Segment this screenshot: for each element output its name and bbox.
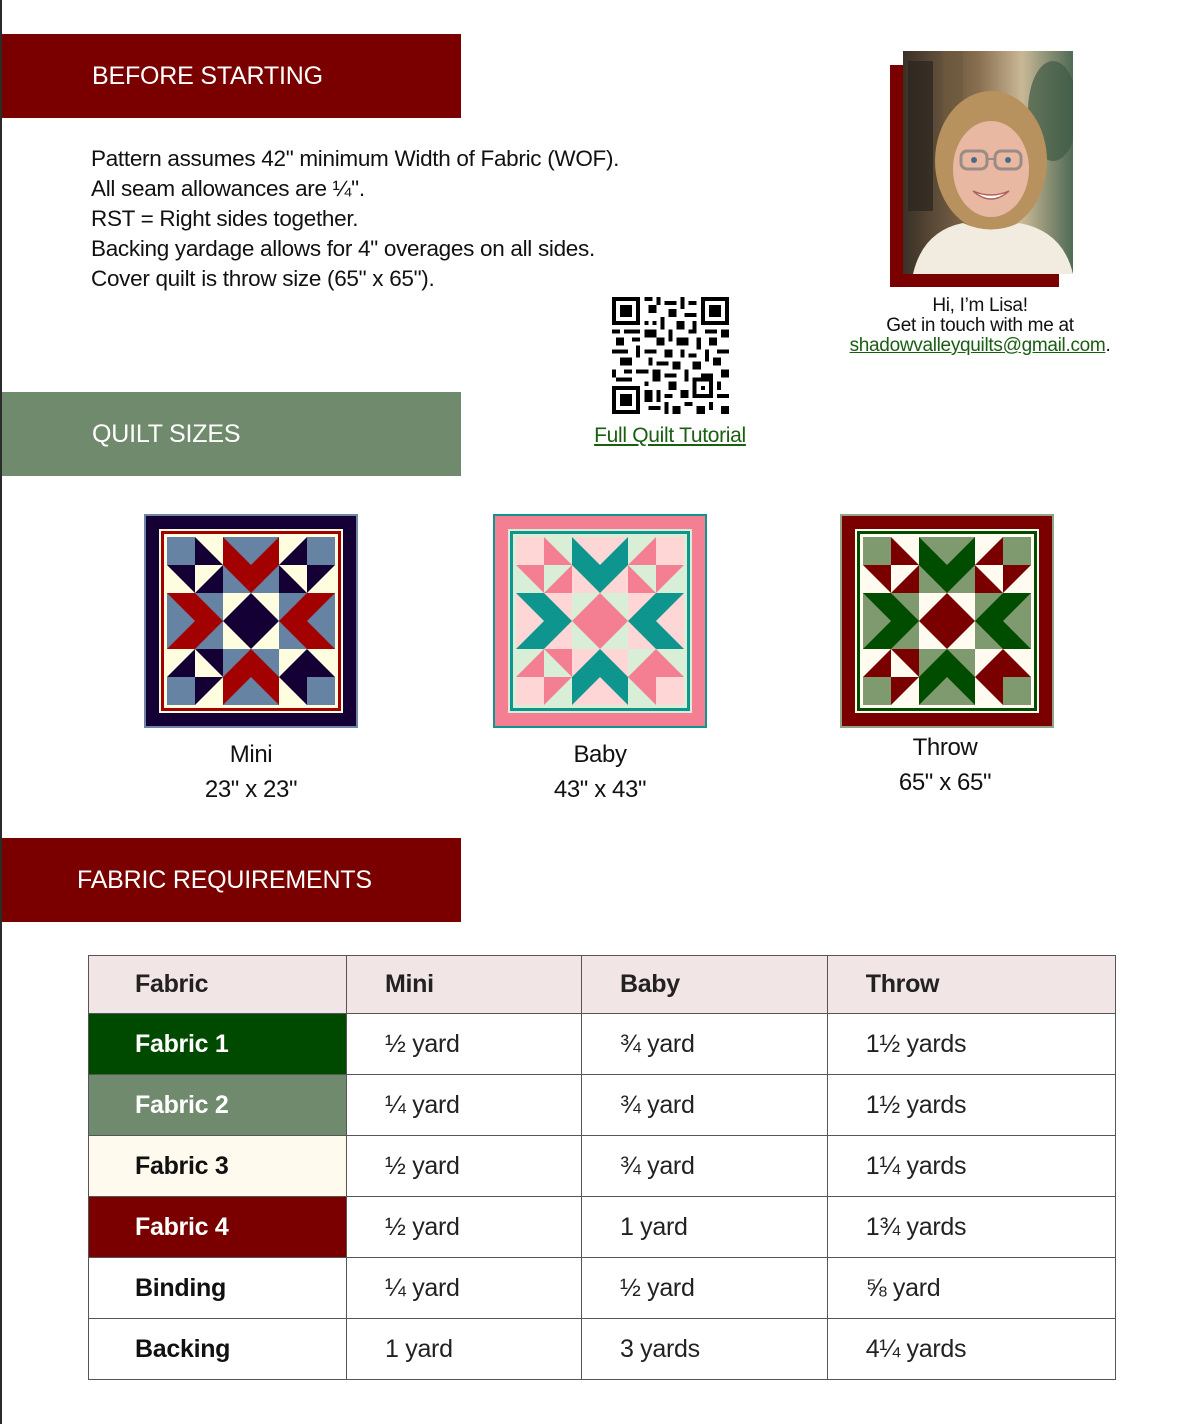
author-photo-frame (890, 51, 1073, 287)
quilt-size: 43" x 43" (553, 776, 647, 803)
mini-yardage-cell: ½ yard (347, 1136, 582, 1197)
mini-yardage-cell: 1 yard (347, 1319, 582, 1380)
quilt-size: 23" x 23" (204, 776, 298, 803)
quilt-label-baby (500, 737, 700, 807)
quilt-label-throw (845, 730, 1045, 800)
mini-yardage-cell: ¼ yard (347, 1075, 582, 1136)
throw-yardage-cell: ⅝ yard (827, 1258, 1115, 1319)
table-row (89, 1075, 1116, 1136)
baby-yardage-cell: ¾ yard (581, 1075, 827, 1136)
table-row (89, 1197, 1116, 1258)
quilt-label-mini (151, 737, 351, 807)
quilt-preview-throw (840, 514, 1054, 733)
column-header-baby: Baby (581, 956, 827, 1014)
intro-line: Pattern assumes 42" minimum Width of Fabric (WOF). (91, 146, 620, 171)
mini-yardage-cell: ½ yard (347, 1197, 582, 1258)
section-banner-before-starting (2, 34, 461, 118)
intro-line: All seam allowances are ¼". (91, 176, 365, 201)
author-photo (903, 51, 1073, 274)
table-row (89, 1258, 1116, 1319)
baby-yardage-cell: 3 yards (581, 1319, 827, 1380)
quilt-preview-baby (493, 514, 707, 733)
author-contact (830, 296, 1130, 356)
throw-yardage-cell: 1¼ yards (827, 1136, 1115, 1197)
table-row (89, 1136, 1116, 1197)
intro-line: Cover quilt is throw size (65" x 65"). (91, 266, 435, 291)
throw-yardage-cell: 4¼ yards (827, 1319, 1115, 1380)
section-title: BEFORE STARTING (92, 61, 323, 90)
fabric-name-cell: Fabric 4 (89, 1197, 347, 1258)
fabric-name-cell: Fabric 3 (89, 1136, 347, 1197)
section-title: QUILT SIZES (92, 419, 241, 448)
section-title: FABRIC REQUIREMENTS (77, 865, 372, 894)
throw-yardage-cell: 1½ yards (827, 1014, 1115, 1075)
intro-line: Backing yardage allows for 4" overages on all sides. (91, 236, 595, 261)
quilt-name: Mini (229, 741, 273, 768)
baby-yardage-cell: 1 yard (581, 1197, 827, 1258)
table-row (89, 1319, 1116, 1380)
fabric-name-cell: Backing (89, 1319, 347, 1380)
quilt-preview-mini (144, 514, 358, 733)
column-header-throw: Throw (827, 956, 1115, 1014)
quilt-name: Baby (573, 741, 627, 768)
section-banner-fabric-requirements (2, 838, 461, 922)
mini-yardage-cell: ¼ yard (347, 1258, 582, 1319)
author-greeting: Hi, I’m Lisa! (932, 295, 1028, 316)
fabric-name-cell: Fabric 1 (89, 1014, 347, 1075)
fabric-name-cell: Fabric 2 (89, 1075, 347, 1136)
email-suffix: . (1105, 335, 1111, 356)
section-banner-quilt-sizes (2, 392, 461, 476)
mini-yardage-cell: ½ yard (347, 1014, 582, 1075)
fabric-name-cell: Binding (89, 1258, 347, 1319)
full-quilt-tutorial-link[interactable]: Full Quilt Tutorial (594, 424, 746, 447)
throw-yardage-cell: 1½ yards (827, 1075, 1115, 1136)
tutorial-qr-code[interactable] (612, 297, 729, 414)
baby-yardage-cell: ¾ yard (581, 1136, 827, 1197)
column-header-mini: Mini (347, 956, 582, 1014)
baby-yardage-cell: ¾ yard (581, 1014, 827, 1075)
table-row (89, 1014, 1116, 1075)
quilt-name: Throw (912, 734, 978, 761)
table-header-row (89, 956, 1116, 1014)
contact-prefix: Get in touch with me at (886, 315, 1074, 336)
column-header-fabric: Fabric (89, 956, 347, 1014)
baby-yardage-cell: ½ yard (581, 1258, 827, 1319)
page-left-edge (0, 0, 2, 1424)
intro-notes (91, 144, 619, 294)
quilt-size: 65" x 65" (898, 769, 992, 796)
author-email-link[interactable]: shadowvalleyquilts@gmail.com (849, 335, 1106, 356)
fabric-requirements-table (88, 955, 1116, 1380)
intro-line: RST = Right sides together. (91, 206, 359, 231)
throw-yardage-cell: 1¾ yards (827, 1197, 1115, 1258)
